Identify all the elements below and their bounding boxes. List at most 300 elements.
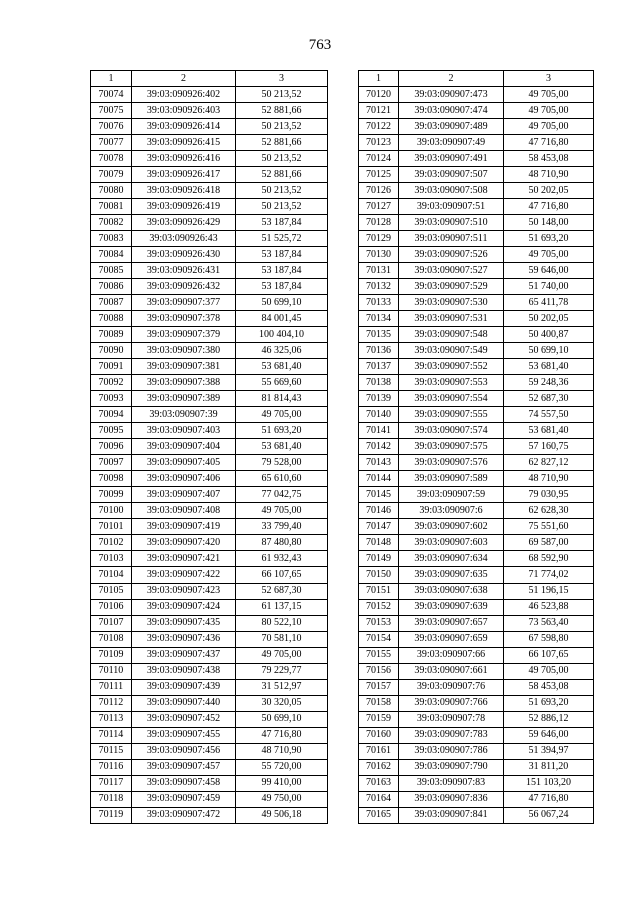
cadastral-number-cell: 39:03:090907:602 <box>399 519 504 535</box>
row-number-cell: 70156 <box>359 663 399 679</box>
value-cell: 84 001,45 <box>236 311 328 327</box>
table-row <box>359 535 594 551</box>
row-number-cell: 70148 <box>359 535 399 551</box>
cadastral-number-cell: 39:03:090907:51 <box>399 199 504 215</box>
table-row <box>91 311 328 327</box>
row-number-cell: 70084 <box>91 247 132 263</box>
page-number: 763 <box>308 37 332 53</box>
table-row <box>91 119 328 135</box>
row-number-cell: 70124 <box>359 151 399 167</box>
cadastral-number-cell: 39:03:090907:406 <box>132 471 236 487</box>
value-cell: 53 187,84 <box>236 263 328 279</box>
table-row <box>359 471 594 487</box>
value-cell: 50 699,10 <box>504 343 594 359</box>
value-cell: 50 202,05 <box>504 183 594 199</box>
cadastral-number-cell: 39:03:090907:83 <box>399 775 504 791</box>
table-row <box>91 663 328 679</box>
cadastral-number-cell: 39:03:090907:378 <box>132 311 236 327</box>
row-number-cell: 70107 <box>91 615 132 631</box>
cadastral-number-cell: 39:03:090907:836 <box>399 791 504 807</box>
table-row <box>359 455 594 471</box>
cadastral-number-cell: 39:03:090907:381 <box>132 359 236 375</box>
row-number-cell: 70081 <box>91 199 132 215</box>
cadastral-number-cell: 39:03:090907:459 <box>132 791 236 807</box>
cadastral-number-cell: 39:03:090926:415 <box>132 135 236 151</box>
table-row <box>91 487 328 503</box>
row-number-cell: 70075 <box>91 103 132 119</box>
table-row <box>91 359 328 375</box>
value-cell: 99 410,00 <box>236 775 328 791</box>
value-cell: 55 720,00 <box>236 759 328 775</box>
cadastral-number-cell: 39:03:090907:529 <box>399 279 504 295</box>
cadastral-number-cell: 39:03:090907:424 <box>132 599 236 615</box>
row-number-cell: 70150 <box>359 567 399 583</box>
table-row <box>359 167 594 183</box>
cadastral-number-cell: 39:03:090907:420 <box>132 535 236 551</box>
value-cell: 151 103,20 <box>504 775 594 791</box>
value-cell: 49 705,00 <box>504 663 594 679</box>
table-row <box>359 679 594 695</box>
table-row <box>359 311 594 327</box>
cadastral-number-cell: 39:03:090907:508 <box>399 183 504 199</box>
value-cell: 50 202,05 <box>504 311 594 327</box>
cadastral-number-cell: 39:03:090907:575 <box>399 439 504 455</box>
value-cell: 59 646,00 <box>504 263 594 279</box>
table-row <box>359 183 594 199</box>
value-cell: 62 628,30 <box>504 503 594 519</box>
table-row <box>91 503 328 519</box>
cadastral-number-cell: 39:03:090907:456 <box>132 743 236 759</box>
cadastral-number-cell: 39:03:090907:422 <box>132 567 236 583</box>
cadastral-number-cell: 39:03:090926:430 <box>132 247 236 263</box>
value-cell: 49 705,00 <box>236 503 328 519</box>
table-row <box>359 615 594 631</box>
cadastral-number-cell: 39:03:090907:408 <box>132 503 236 519</box>
value-cell: 65 411,78 <box>504 295 594 311</box>
row-number-cell: 70149 <box>359 551 399 567</box>
cadastral-number-cell: 39:03:090907:657 <box>399 615 504 631</box>
cadastral-number-cell: 39:03:090907:576 <box>399 455 504 471</box>
cadastral-number-cell: 39:03:090907:473 <box>399 87 504 103</box>
row-number-cell: 70105 <box>91 583 132 599</box>
table-row <box>91 247 328 263</box>
row-number-cell: 70117 <box>91 775 132 791</box>
cadastral-number-cell: 39:03:090907:389 <box>132 391 236 407</box>
cadastral-number-cell: 39:03:090907:526 <box>399 247 504 263</box>
value-cell: 49 506,18 <box>236 807 328 823</box>
cadastral-number-cell: 39:03:090907:489 <box>399 119 504 135</box>
value-cell: 52 687,30 <box>236 583 328 599</box>
value-cell: 79 229,77 <box>236 663 328 679</box>
row-number-cell: 70104 <box>91 567 132 583</box>
value-cell: 79 030,95 <box>504 487 594 503</box>
value-cell: 87 480,80 <box>236 535 328 551</box>
value-cell: 100 404,10 <box>236 327 328 343</box>
cadastral-number-cell: 39:03:090907:555 <box>399 407 504 423</box>
table-row <box>359 247 594 263</box>
right-table-body <box>359 87 594 824</box>
table-row <box>359 631 594 647</box>
table-row <box>91 295 328 311</box>
cadastral-number-cell: 39:03:090907:388 <box>132 375 236 391</box>
header-cell: 2 <box>399 71 504 87</box>
table-row <box>359 727 594 743</box>
value-cell: 49 705,00 <box>236 647 328 663</box>
value-cell: 74 557,50 <box>504 407 594 423</box>
value-cell: 53 187,84 <box>236 215 328 231</box>
value-cell: 49 705,00 <box>504 103 594 119</box>
row-number-cell: 70115 <box>91 743 132 759</box>
row-number-cell: 70138 <box>359 375 399 391</box>
value-cell: 56 067,24 <box>504 807 594 823</box>
row-number-cell: 70132 <box>359 279 399 295</box>
table-row <box>359 711 594 727</box>
cadastral-number-cell: 39:03:090926:432 <box>132 279 236 295</box>
row-number-cell: 70080 <box>91 183 132 199</box>
row-number-cell: 70111 <box>91 679 132 695</box>
value-cell: 49 705,00 <box>504 247 594 263</box>
table-row <box>91 647 328 663</box>
value-cell: 33 799,40 <box>236 519 328 535</box>
row-number-cell: 70103 <box>91 551 132 567</box>
value-cell: 77 042,75 <box>236 487 328 503</box>
table-row <box>91 759 328 775</box>
row-number-cell: 70133 <box>359 295 399 311</box>
row-number-cell: 70153 <box>359 615 399 631</box>
row-number-cell: 70139 <box>359 391 399 407</box>
row-number-cell: 70079 <box>91 167 132 183</box>
cadastral-number-cell: 39:03:090907:78 <box>399 711 504 727</box>
cadastral-number-cell: 39:03:090926:416 <box>132 151 236 167</box>
row-number-cell: 70160 <box>359 727 399 743</box>
row-number-cell: 70113 <box>91 711 132 727</box>
value-cell: 48 710,90 <box>504 471 594 487</box>
cadastral-number-cell: 39:03:090907:659 <box>399 631 504 647</box>
cadastral-number-cell: 39:03:090907:439 <box>132 679 236 695</box>
row-number-cell: 70112 <box>91 695 132 711</box>
table-row <box>91 775 328 791</box>
value-cell: 50 148,00 <box>504 215 594 231</box>
row-number-cell: 70142 <box>359 439 399 455</box>
row-number-cell: 70076 <box>91 119 132 135</box>
value-cell: 71 774,02 <box>504 567 594 583</box>
value-cell: 51 740,00 <box>504 279 594 295</box>
cadastral-number-cell: 39:03:090926:418 <box>132 183 236 199</box>
value-cell: 70 581,10 <box>236 631 328 647</box>
cadastral-number-cell: 39:03:090907:661 <box>399 663 504 679</box>
value-cell: 30 320,05 <box>236 695 328 711</box>
table-row <box>91 471 328 487</box>
header-cell: 3 <box>236 71 328 87</box>
table-row <box>91 215 328 231</box>
table-row <box>91 135 328 151</box>
value-cell: 48 710,90 <box>236 743 328 759</box>
table-row <box>91 727 328 743</box>
cadastral-number-cell: 39:03:090907:552 <box>399 359 504 375</box>
row-number-cell: 70094 <box>91 407 132 423</box>
row-number-cell: 70118 <box>91 791 132 807</box>
value-cell: 52 886,12 <box>504 711 594 727</box>
row-number-cell: 70083 <box>91 231 132 247</box>
value-cell: 66 107,65 <box>504 647 594 663</box>
value-cell: 62 827,12 <box>504 455 594 471</box>
value-cell: 61 932,43 <box>236 551 328 567</box>
table-row <box>91 455 328 471</box>
table-row <box>91 807 328 823</box>
row-number-cell: 70146 <box>359 503 399 519</box>
value-cell: 31 811,20 <box>504 759 594 775</box>
table-row <box>91 199 328 215</box>
row-number-cell: 70163 <box>359 775 399 791</box>
table-row <box>359 231 594 247</box>
row-number-cell: 70100 <box>91 503 132 519</box>
table-row <box>91 679 328 695</box>
value-cell: 68 592,90 <box>504 551 594 567</box>
row-number-cell: 70088 <box>91 311 132 327</box>
value-cell: 50 213,52 <box>236 151 328 167</box>
left-table <box>90 70 328 824</box>
cadastral-number-cell: 39:03:090907:574 <box>399 423 504 439</box>
value-cell: 57 160,75 <box>504 439 594 455</box>
table-row <box>91 263 328 279</box>
table-row <box>359 87 594 103</box>
cadastral-number-cell: 39:03:090907:766 <box>399 695 504 711</box>
cadastral-number-cell: 39:03:090907:474 <box>399 103 504 119</box>
table-row <box>91 519 328 535</box>
row-number-cell: 70092 <box>91 375 132 391</box>
header-cell: 2 <box>132 71 236 87</box>
row-number-cell: 70130 <box>359 247 399 263</box>
value-cell: 31 512,97 <box>236 679 328 695</box>
cadastral-number-cell: 39:03:090926:429 <box>132 215 236 231</box>
value-cell: 55 669,60 <box>236 375 328 391</box>
cadastral-number-cell: 39:03:090907:472 <box>132 807 236 823</box>
row-number-cell: 70119 <box>91 807 132 823</box>
value-cell: 52 881,66 <box>236 135 328 151</box>
header-cell: 1 <box>359 71 399 87</box>
value-cell: 51 525,72 <box>236 231 328 247</box>
table-row <box>359 423 594 439</box>
cadastral-number-cell: 39:03:090907:403 <box>132 423 236 439</box>
row-number-cell: 70143 <box>359 455 399 471</box>
table-row <box>91 151 328 167</box>
row-number-cell: 70087 <box>91 295 132 311</box>
table-row <box>359 567 594 583</box>
row-number-cell: 70154 <box>359 631 399 647</box>
cadastral-number-cell: 39:03:090907:507 <box>399 167 504 183</box>
value-cell: 49 705,00 <box>236 407 328 423</box>
value-cell: 53 681,40 <box>236 359 328 375</box>
table-row <box>91 375 328 391</box>
row-number-cell: 70145 <box>359 487 399 503</box>
row-number-cell: 70110 <box>91 663 132 679</box>
row-number-cell: 70097 <box>91 455 132 471</box>
row-number-cell: 70126 <box>359 183 399 199</box>
cadastral-number-cell: 39:03:090907:76 <box>399 679 504 695</box>
table-row <box>91 407 328 423</box>
cadastral-number-cell: 39:03:090907:491 <box>399 151 504 167</box>
value-cell: 49 705,00 <box>504 119 594 135</box>
row-number-cell: 70121 <box>359 103 399 119</box>
cadastral-number-cell: 39:03:090907:634 <box>399 551 504 567</box>
row-number-cell: 70162 <box>359 759 399 775</box>
table-row <box>359 343 594 359</box>
table-row <box>359 119 594 135</box>
cadastral-number-cell: 39:03:090907:790 <box>399 759 504 775</box>
value-cell: 51 693,20 <box>504 231 594 247</box>
cadastral-number-cell: 39:03:090907:423 <box>132 583 236 599</box>
cadastral-number-cell: 39:03:090907:435 <box>132 615 236 631</box>
table-row <box>359 103 594 119</box>
cadastral-number-cell: 39:03:090907:39 <box>132 407 236 423</box>
row-number-cell: 70109 <box>91 647 132 663</box>
row-number-cell: 70144 <box>359 471 399 487</box>
cadastral-number-cell: 39:03:090907:419 <box>132 519 236 535</box>
cadastral-number-cell: 39:03:090926:417 <box>132 167 236 183</box>
row-number-cell: 70090 <box>91 343 132 359</box>
row-number-cell: 70140 <box>359 407 399 423</box>
table-row <box>359 135 594 151</box>
value-cell: 80 522,10 <box>236 615 328 631</box>
value-cell: 52 881,66 <box>236 103 328 119</box>
value-cell: 50 400,87 <box>504 327 594 343</box>
row-number-cell: 70082 <box>91 215 132 231</box>
header-cell: 1 <box>91 71 132 87</box>
cadastral-number-cell: 39:03:090907:635 <box>399 567 504 583</box>
value-cell: 61 137,15 <box>236 599 328 615</box>
cadastral-number-cell: 39:03:090907:421 <box>132 551 236 567</box>
cadastral-number-cell: 39:03:090907:6 <box>399 503 504 519</box>
header-cell: 3 <box>504 71 594 87</box>
table-row <box>91 391 328 407</box>
row-number-cell: 70085 <box>91 263 132 279</box>
cadastral-number-cell: 39:03:090907:511 <box>399 231 504 247</box>
table-row <box>359 327 594 343</box>
cadastral-number-cell: 39:03:090926:431 <box>132 263 236 279</box>
cadastral-number-cell: 39:03:090907:783 <box>399 727 504 743</box>
row-number-cell: 70101 <box>91 519 132 535</box>
table-row <box>91 791 328 807</box>
table-row <box>359 151 594 167</box>
cadastral-number-cell: 39:03:090907:377 <box>132 295 236 311</box>
table-row <box>359 791 594 807</box>
row-number-cell: 70141 <box>359 423 399 439</box>
table-row <box>91 103 328 119</box>
value-cell: 47 716,80 <box>236 727 328 743</box>
value-cell: 50 213,52 <box>236 119 328 135</box>
value-cell: 46 325,06 <box>236 343 328 359</box>
value-cell: 53 187,84 <box>236 247 328 263</box>
table-row <box>91 87 328 103</box>
row-number-cell: 70159 <box>359 711 399 727</box>
table-row <box>91 551 328 567</box>
row-number-cell: 70164 <box>359 791 399 807</box>
value-cell: 53 681,40 <box>504 423 594 439</box>
cadastral-number-cell: 39:03:090907:531 <box>399 311 504 327</box>
value-cell: 51 693,20 <box>236 423 328 439</box>
cadastral-number-cell: 39:03:090907:407 <box>132 487 236 503</box>
row-number-cell: 70136 <box>359 343 399 359</box>
cadastral-number-cell: 39:03:090907:452 <box>132 711 236 727</box>
value-cell: 59 646,00 <box>504 727 594 743</box>
row-number-cell: 70158 <box>359 695 399 711</box>
table-row <box>91 439 328 455</box>
table-row <box>91 279 328 295</box>
table-row <box>91 231 328 247</box>
cadastral-number-cell: 39:03:090907:438 <box>132 663 236 679</box>
table-row <box>91 535 328 551</box>
value-cell: 50 213,52 <box>236 87 328 103</box>
table-row <box>359 359 594 375</box>
header-row <box>91 71 328 87</box>
row-number-cell: 70095 <box>91 423 132 439</box>
table-row <box>91 183 328 199</box>
cadastral-number-cell: 39:03:090926:403 <box>132 103 236 119</box>
table-row <box>359 199 594 215</box>
row-number-cell: 70086 <box>91 279 132 295</box>
cadastral-number-cell: 39:03:090907:510 <box>399 215 504 231</box>
cadastral-number-cell: 39:03:090907:66 <box>399 647 504 663</box>
value-cell: 59 248,36 <box>504 375 594 391</box>
value-cell: 52 687,30 <box>504 391 594 407</box>
value-cell: 48 710,90 <box>504 167 594 183</box>
cadastral-number-cell: 39:03:090907:589 <box>399 471 504 487</box>
table-row <box>91 599 328 615</box>
cadastral-number-cell: 39:03:090907:554 <box>399 391 504 407</box>
value-cell: 51 394,97 <box>504 743 594 759</box>
row-number-cell: 70078 <box>91 151 132 167</box>
value-cell: 51 693,20 <box>504 695 594 711</box>
row-number-cell: 70152 <box>359 599 399 615</box>
table-row <box>359 487 594 503</box>
table-row <box>359 375 594 391</box>
cadastral-number-cell: 39:03:090907:639 <box>399 599 504 615</box>
cadastral-number-cell: 39:03:090907:437 <box>132 647 236 663</box>
cadastral-number-cell: 39:03:090907:548 <box>399 327 504 343</box>
right-table <box>358 70 594 824</box>
table-row <box>91 711 328 727</box>
cadastral-number-cell: 39:03:090926:414 <box>132 119 236 135</box>
table-row <box>359 743 594 759</box>
row-number-cell: 70106 <box>91 599 132 615</box>
table-row <box>359 503 594 519</box>
row-number-cell: 70074 <box>91 87 132 103</box>
row-number-cell: 70108 <box>91 631 132 647</box>
table-row <box>359 263 594 279</box>
row-number-cell: 70157 <box>359 679 399 695</box>
row-number-cell: 70137 <box>359 359 399 375</box>
cadastral-number-cell: 39:03:090907:786 <box>399 743 504 759</box>
row-number-cell: 70129 <box>359 231 399 247</box>
row-number-cell: 70151 <box>359 583 399 599</box>
table-row <box>91 423 328 439</box>
value-cell: 67 598,80 <box>504 631 594 647</box>
table-row <box>91 167 328 183</box>
row-number-cell: 70165 <box>359 807 399 823</box>
row-number-cell: 70147 <box>359 519 399 535</box>
cadastral-number-cell: 39:03:090907:530 <box>399 295 504 311</box>
row-number-cell: 70128 <box>359 215 399 231</box>
row-number-cell: 70155 <box>359 647 399 663</box>
table-row <box>91 743 328 759</box>
table-row <box>359 759 594 775</box>
table-row <box>359 215 594 231</box>
cadastral-number-cell: 39:03:090907:49 <box>399 135 504 151</box>
cadastral-number-cell: 39:03:090907:379 <box>132 327 236 343</box>
value-cell: 50 699,10 <box>236 295 328 311</box>
row-number-cell: 70091 <box>91 359 132 375</box>
value-cell: 49 705,00 <box>504 87 594 103</box>
